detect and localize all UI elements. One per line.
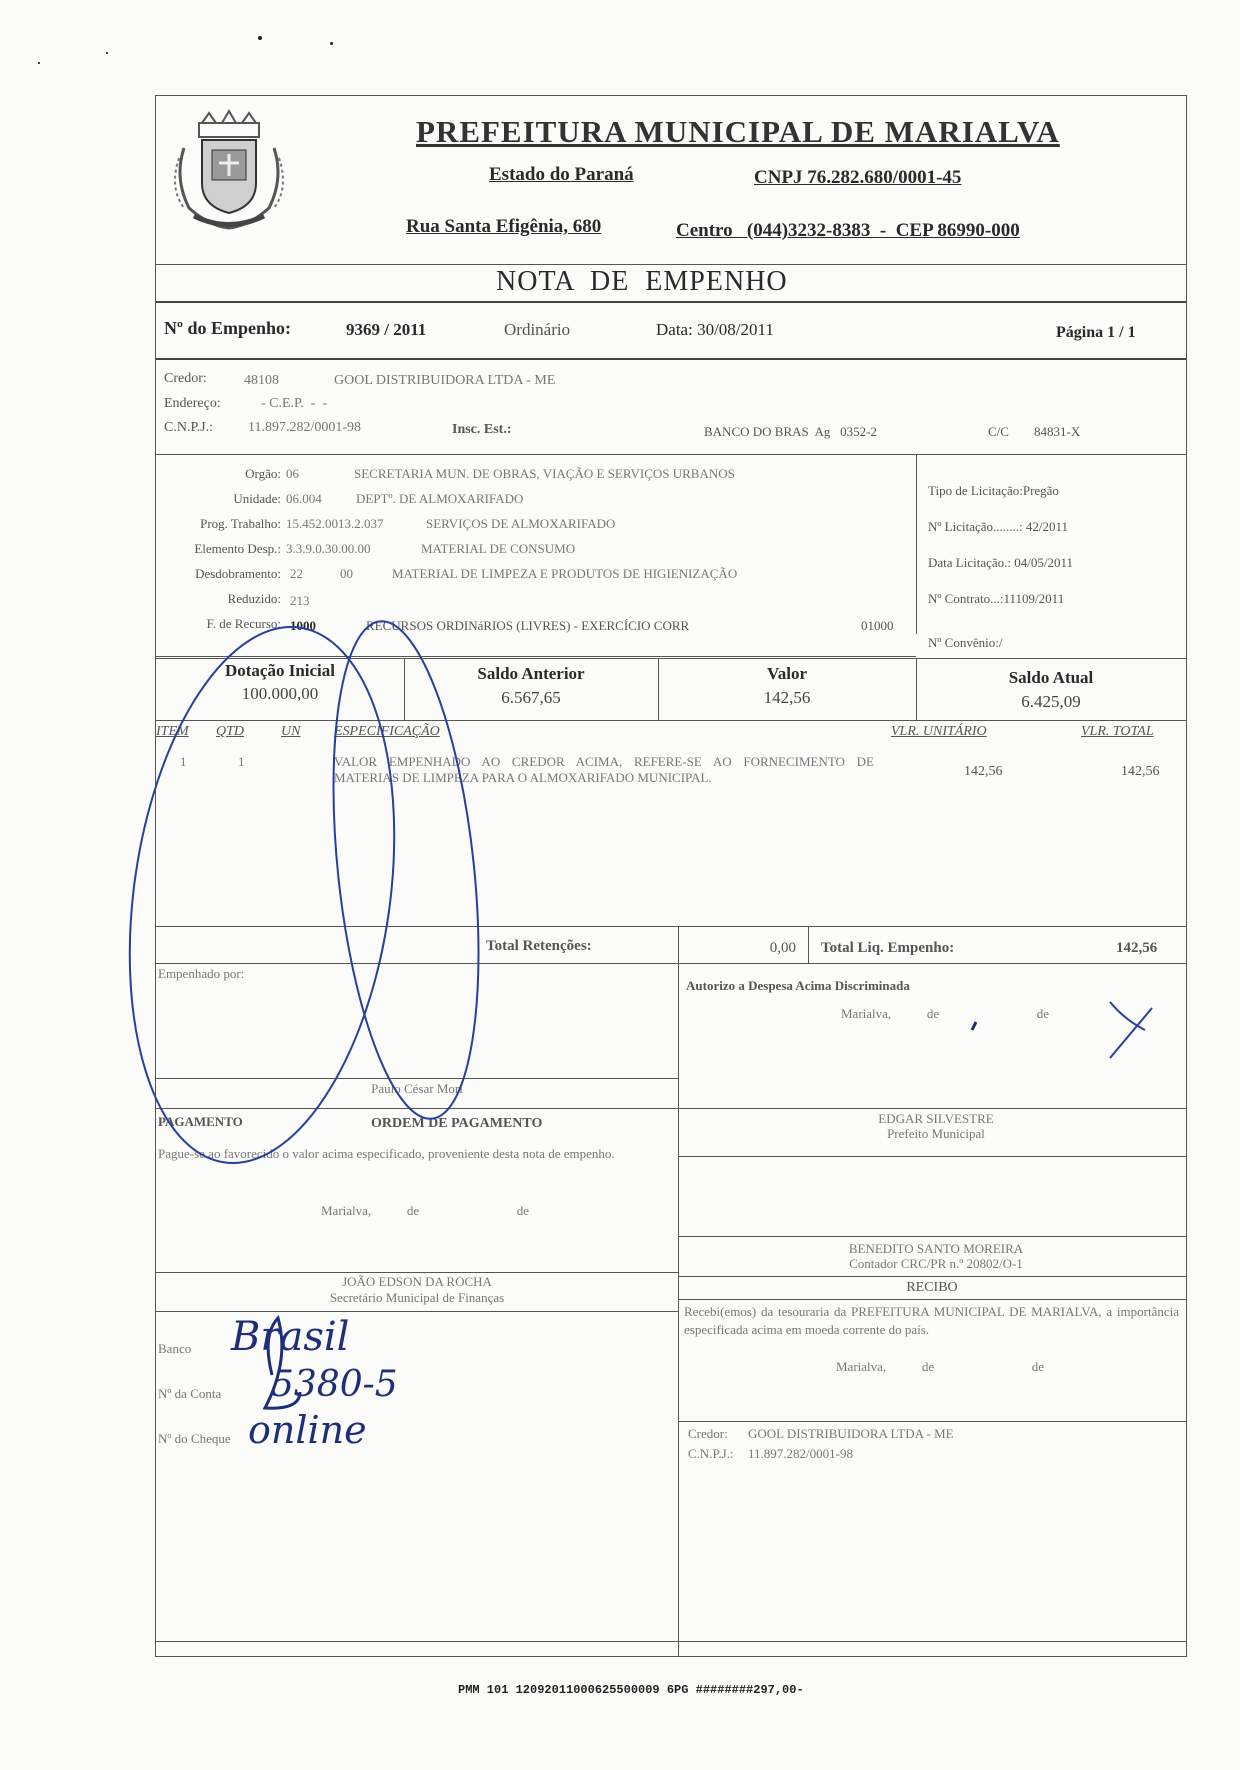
recibo-credor-label: Credor:: [688, 1426, 728, 1441]
balance-label-valor: Valor: [767, 664, 807, 683]
banco-label: Banco: [158, 1341, 192, 1356]
document-title: NOTA DE EMPENHO: [496, 266, 788, 297]
prog-label: Prog. Trabalho:: [200, 516, 281, 531]
item-specification: VALOR EMPENHADO AO CREDOR ACIMA, REFERE-SE AO FORNECIMENTO DE MATERIAS DE LIMPEZA PARA O ALMOXARIFADO MUNICIPAL.: [334, 754, 874, 785]
numero-contrato: Nº Contrato...:11109/2011: [928, 591, 1065, 606]
desdobramento-desc: MATERIAL DE LIMPEZA E PRODUTOS DE HIGIENIZAÇÃO: [392, 566, 738, 581]
prefeito-role: Prefeito Municipal: [887, 1126, 985, 1141]
unidade-desc: DEPTº. DE ALMOXARIFADO: [356, 491, 524, 506]
col-header-qtd: QTD: [216, 724, 245, 739]
item-unit-value: 142,56: [964, 764, 1003, 779]
recibo-title: RECIBO: [906, 1280, 958, 1295]
conta-handwritten: 5380-5: [271, 1364, 398, 1405]
empenho-type: Ordinário: [504, 320, 571, 339]
orgao-desc: SECRETARIA MUN. DE OBRAS, VIAÇÃO E SERVIÇOS URBANOS: [354, 466, 735, 481]
empenhado-por-label: Empenhado por:: [158, 966, 245, 981]
page-value: 1 / 1: [1107, 324, 1136, 341]
secretario-name: JOÃO EDSON DA ROCHA: [342, 1274, 492, 1289]
elemento-value: 3.3.9.0.30.00.00: [286, 541, 371, 556]
elemento-label: Elemento Desp.:: [194, 541, 281, 556]
insc-est-label: Insc. Est.:: [452, 422, 512, 437]
empenhado-name: Paulo César Mori: [371, 1081, 463, 1096]
orgao-value: 06: [286, 466, 299, 481]
cheque-handwritten: online: [248, 1408, 367, 1452]
endereco-value: - C.E.P. - -: [261, 396, 328, 411]
recurso-label: F. de Recurso:: [206, 616, 281, 631]
banco-handwritten: Brasil: [231, 1314, 350, 1360]
orgao-label: Orgão:: [245, 466, 281, 481]
contador-role: Contador CRC/PR n.º 20802/O-1: [849, 1256, 1023, 1271]
item-qtd: 1: [238, 754, 245, 769]
contador-name: BENEDITO SANTO MOREIRA: [848, 1241, 1024, 1256]
ink-tick: [972, 1022, 976, 1030]
date-label: Data:: [656, 320, 693, 339]
recibo-text: Recebi(emos) da tesouraria da PREFEITURA MUNICIPAL DE MARIALVA, a importância especificada acima em moeda corrente do país.: [684, 1304, 1179, 1337]
empenho-number-label: Nº do Empenho:: [164, 318, 291, 338]
col-header-unit-value: VLR. UNITÁRIO: [891, 724, 987, 739]
balance-value-saldo-atual: 6.425,09: [1021, 692, 1081, 711]
col-header-spec: ESPECIFICAÇÃO: [334, 724, 440, 739]
balance-value-dotacao: 100.000,00: [241, 684, 319, 703]
recibo-cnpj-value: 11.897.282/0001-98: [748, 1446, 853, 1461]
balance-label-saldo-anterior: Saldo Anterior: [477, 664, 585, 683]
total-liq-label: Total Liq. Empenho:: [821, 940, 955, 956]
endereco-label: Endereço:: [164, 396, 221, 411]
balance-value-saldo-anterior: 6.567,65: [501, 688, 561, 707]
recurso-value: 1000: [290, 618, 316, 633]
prefeito-name: EDGAR SILVESTRE: [878, 1111, 994, 1126]
ordem-pagamento-text: Pague-se ao favorecido o valor acima especificado, proveniente desta nota de empenho.: [158, 1146, 615, 1161]
tipo-licitacao: Tipo de Licitação:Pregão: [928, 483, 1059, 498]
header-address: Rua Santa Efigênia, 680: [406, 216, 602, 237]
retencoes-value: 0,00: [769, 940, 796, 956]
header-address-rest: Centro (044)3232-8383 - CEP 86990-000: [676, 220, 1020, 241]
bank-info: BANCO DO BRAS Ag 0352-2: [704, 424, 877, 439]
total-liq-value: 142,56: [1116, 940, 1158, 956]
footer-code: PMM 101 12092011000625500009 6PG ########297,00-: [458, 1683, 804, 1697]
desdobramento-value: 22: [290, 566, 303, 581]
balance-value-valor: 142,56: [763, 688, 811, 707]
pagamento-label: PAGAMENTO: [158, 1114, 243, 1129]
cheque-label: Nº do Cheque: [158, 1431, 231, 1446]
autorizo-place-date: Marialva, de de: [841, 1006, 1049, 1021]
item-number: 1: [180, 754, 187, 769]
header-cnpj: CNPJ 76.282.680/0001-45: [754, 167, 962, 188]
credor-label: Credor:: [164, 371, 207, 386]
page-label: Página: [1056, 324, 1104, 341]
unidade-label: Unidade:: [233, 491, 281, 506]
secretario-role: Secretário Municipal de Finanças: [329, 1290, 505, 1305]
desdobramento-value2: 00: [340, 566, 353, 581]
recibo-credor-name: GOOL DISTRIBUIDORA LTDA - ME: [748, 1426, 954, 1441]
recurso-desc: RECURSOS ORDINáRIOS (LIVRES) - EXERCÍCIO CORR: [366, 618, 690, 633]
balance-label-dotacao: Dotação Inicial: [224, 661, 336, 680]
cc-label: C/C: [988, 424, 1009, 439]
conta-label: Nº da Conta: [158, 1386, 222, 1401]
col-header-un: UN: [281, 724, 301, 739]
retencoes-label: Total Retenções:: [486, 938, 592, 954]
recurso-code: 01000: [861, 618, 894, 633]
credor-name: GOOL DISTRIBUIDORA LTDA - ME: [334, 373, 556, 388]
item-total-value: 142,56: [1121, 764, 1160, 779]
empenho-number: 9369 / 2011: [346, 320, 427, 339]
unidade-value: 06.004: [286, 491, 322, 506]
data-licitacao: Data Licitação.: 04/05/2011: [928, 555, 1073, 570]
ink-loop-right: [312, 614, 500, 1125]
credor-code: 48108: [244, 373, 279, 388]
reduzido-label: Reduzido:: [227, 591, 281, 606]
balance-label-saldo-atual: Saldo Atual: [1008, 668, 1094, 687]
elemento-desc: MATERIAL DE CONSUMO: [421, 541, 576, 556]
cc-value: 84831-X: [1034, 424, 1081, 439]
col-header-item: ITEM: [156, 724, 189, 739]
autorizo-label: Autorizo a Despesa Acima Discriminada: [686, 978, 910, 993]
date-value: 30/08/2011: [697, 320, 774, 339]
city-title: PREFEITURA MUNICIPAL DE MARIALVA: [416, 114, 1060, 149]
prog-value: 15.452.0013.2.037: [286, 516, 384, 531]
cnpj-value: 11.897.282/0001-98: [248, 420, 362, 435]
prog-desc: SERVIÇOS DE ALMOXARIFADO: [426, 516, 616, 531]
cnpj-label: C.N.P.J.:: [164, 420, 214, 435]
recibo-place-date: Marialva, de de: [836, 1359, 1044, 1374]
desdobramento-label: Desdobramento:: [195, 566, 281, 581]
state-name: Estado do Paraná: [489, 164, 634, 185]
pagamento-place-date: Marialva, de de: [321, 1203, 529, 1218]
ink-loop-left: [98, 610, 427, 1180]
reduzido-value: 213: [290, 593, 310, 608]
ordem-pagamento-label: ORDEM DE PAGAMENTO: [371, 1116, 543, 1131]
col-header-total-value: VLR. TOTAL: [1081, 724, 1154, 739]
numero-convenio: Nº Convênio:/: [928, 635, 1003, 650]
ink-check-mark: [1110, 1002, 1152, 1058]
recibo-cnpj-label: C.N.P.J.:: [688, 1446, 734, 1461]
ink-signature: [265, 1318, 300, 1408]
numero-licitacao: Nº Licitação........: 42/2011: [928, 519, 1069, 534]
